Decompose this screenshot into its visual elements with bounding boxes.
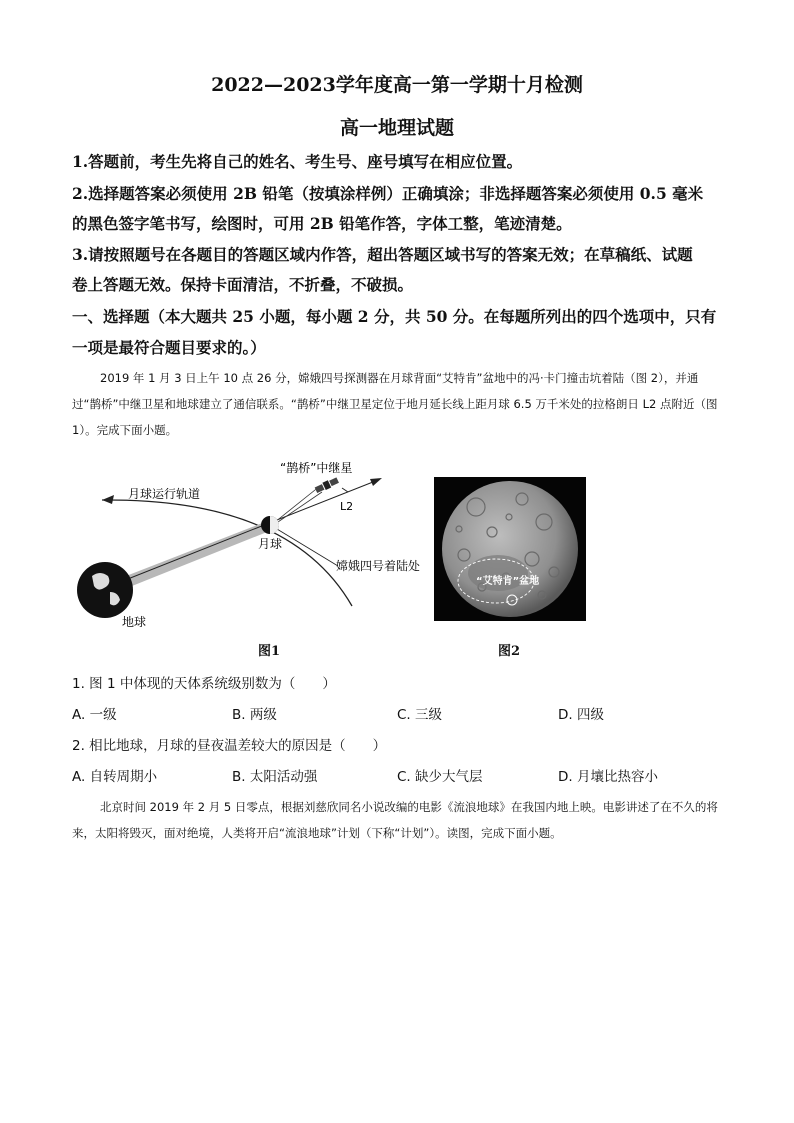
question-1-stem: 1. 图 1 中体现的天体系统级别数为（ ） xyxy=(72,676,336,692)
figure-2-moon-photo xyxy=(434,477,586,621)
relay-link xyxy=(275,492,322,524)
l2-arrow-icon xyxy=(370,478,382,486)
moon-label: 月球 xyxy=(258,537,283,551)
lunar-orbit-arc xyxy=(102,500,352,606)
instruction-line: 1.答题前，考生先将自己的姓名、考生号、座号填写在相应位置。 xyxy=(72,152,523,171)
exam-title: 2022—2023学年度高一第一学期十月检测 xyxy=(211,74,583,96)
earth-label: 地球 xyxy=(122,615,147,629)
instruction-line: 的黑色签字笔书写，绘图时，可用 2B 铅笔作答，字体工整，笔迹清楚。 xyxy=(72,214,572,233)
l2-label: L2 xyxy=(340,500,354,513)
satellite-icon xyxy=(314,476,339,493)
reading-passage-1: 2019 年 1 月 3 日上午 10 点 26 分，嫦娥四号探测器在月球背面“艾特肯”盆地中的冯·卡门撞击坑着陆（图 2），并通过“鹊桥”中继卫星和地球建立了通信联系。“鹊桥”中继卫星定位于地月延长线上距月球 6.5 万千米处的拉格朗日 L2 点附近（图 1）。完成下面小题。 xyxy=(72,371,718,437)
figure-2-caption: 图2 xyxy=(498,644,521,659)
landing-label: 嫦娥四号着陆处 xyxy=(336,559,421,573)
instruction-line: 卷上答题无效。保持卡面清洁，不折叠，不破损。 xyxy=(72,275,414,294)
question-2-option-d[interactable]: D. 月壤比热容小 xyxy=(558,769,658,785)
question-1-option-b[interactable]: B. 两级 xyxy=(232,707,277,723)
figure-1-caption: 图1 xyxy=(258,644,281,659)
orbit-label: 月球运行轨道 xyxy=(128,487,201,501)
l2-marker xyxy=(342,488,348,492)
question-2-stem: 2. 相比地球，月球的昼夜温差较大的原因是（ ） xyxy=(72,738,387,754)
earth-moon-beam xyxy=(108,520,272,594)
earth-icon xyxy=(77,562,133,618)
figure-1-diagram xyxy=(70,458,421,638)
orbit-arrow-icon xyxy=(102,495,114,504)
instruction-line: 2.选择题答案必须使用 2B 铅笔（按填涂样例）正确填涂；非选择题答案必须使用 0.5 毫米 xyxy=(72,184,704,203)
question-2-option-a[interactable]: A. 自转周期小 xyxy=(72,769,158,785)
section-heading: 一、选择题（本大题共 25 小题，每小题 2 分，共 50 分。在每题所列出的四个选项中，只有 xyxy=(72,307,717,326)
relay-label: “鹊桥”中继星 xyxy=(280,461,353,475)
instruction-line: 3.请按照题号在各题目的答题区域内作答，超出答题区域书写的答案无效；在草稿纸、试题 xyxy=(72,245,693,264)
question-2-option-c[interactable]: C. 缺少大气层 xyxy=(397,769,483,785)
question-1-option-d[interactable]: D. 四级 xyxy=(558,707,604,723)
question-1-option-c[interactable]: C. 三级 xyxy=(397,707,443,723)
basin-label: “艾特肯”盆地 xyxy=(476,576,540,587)
question-2-option-b[interactable]: B. 太阳活动强 xyxy=(232,769,318,785)
exam-subtitle: 高一地理试题 xyxy=(339,117,454,139)
reading-passage-2: 北京时间 2019 年 2 月 5 日零点，根据刘慈欣同名小说改编的电影《流浪地球》在我国内地上映。电影讲述了在不久的将来，太阳将毁灭，面对绝境，人类将开启“流浪地球”计划（下称“计划”）。读图，完成下面小题。 xyxy=(72,800,718,840)
section-heading-cont: 一项是最符合题目要求的。） xyxy=(72,338,266,357)
question-1-option-a[interactable]: A. 一级 xyxy=(72,707,117,723)
